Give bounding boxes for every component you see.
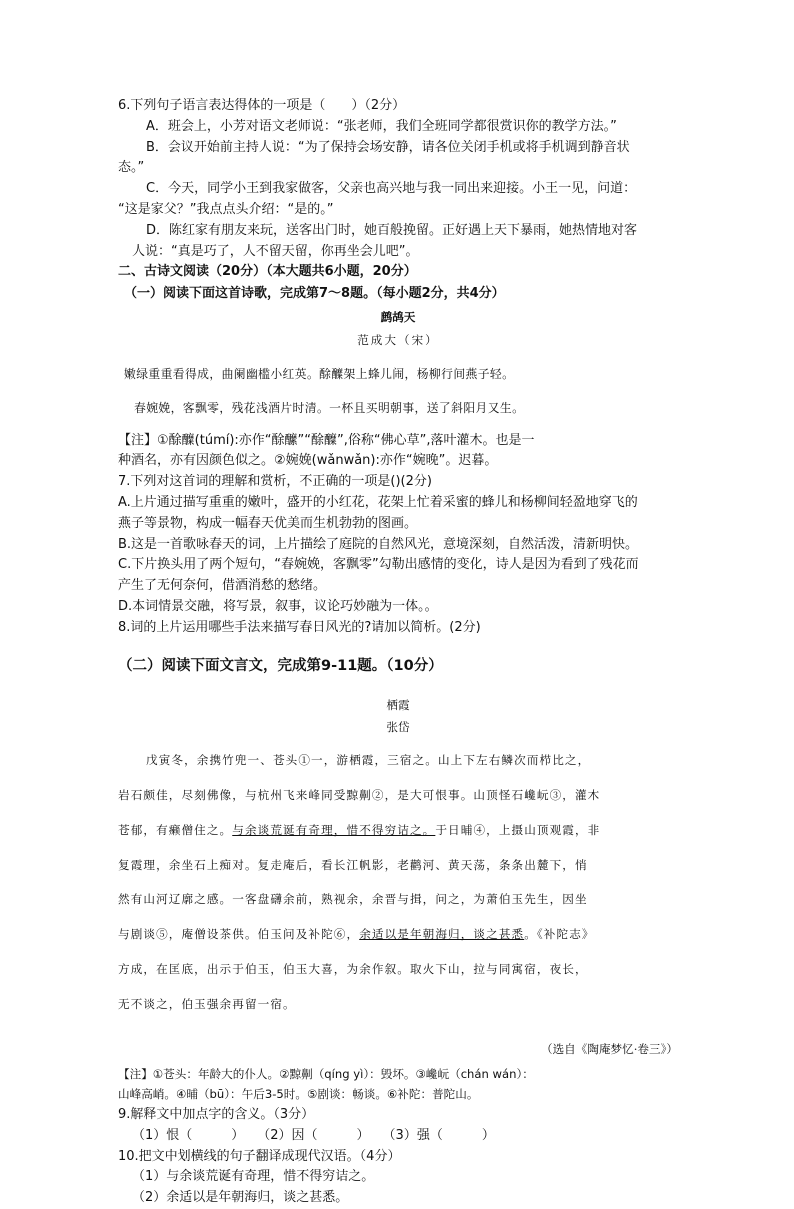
q6-option-d-line2: 人说：“真是巧了，人不留天留，你再坐会儿吧”。 — [132, 243, 419, 259]
prose-line — [118, 923, 678, 946]
q6-option-a: A．班会上，小芳对语文老师说：“张老师，我们全班同学都很赏识你的教学方法。” — [146, 118, 617, 134]
q8-stem: 8.词的上片运用哪些手法来描写春日风光的?请加以简析。(2分) — [118, 619, 481, 635]
prose-line: 复霞理，余坐石上痴对。复走庵后，看长江帆影，老鹳河、黄天荡，条条出麓下，悄 — [118, 857, 588, 872]
q6-option-d-line1: D．陈红家有朋友来玩，送客出门时，她百般挽留。正好遇上天下暴雨，她热情地对客 — [146, 222, 638, 238]
prose-line: 方成，在匡底，出示于伯玉，伯玉大喜，为余作叙。取火下山，拉与同寓宿，夜长， — [118, 961, 588, 976]
q10-item-2: （2）余适以是年朝海归，谈之甚悉。 — [132, 1190, 349, 1206]
prose-note-line1: 【注】①苍头：年龄大的仆人。②黥劓（qíng yì）：毁坏。③巉岏（chán wán）： — [118, 1066, 534, 1081]
prose-source: （选自《陶庵梦忆·卷三》） — [540, 1041, 678, 1056]
prose-line: 岩石颇佳，尽刻佛像，与杭州飞来峰同受黥劓②，是大可恨事。山顶怪石巉岏③，灌木 — [118, 787, 601, 802]
prose-line — [118, 819, 678, 842]
poem-note-line1: 【注】①酴醾(túmí):亦作“酴醿”“酴醾”,俗称“佛心草”,落叶灌木。也是一 — [118, 432, 535, 448]
underlined-sentence-1: 与余谈荒诞有奇理，惜不得穷诘之。 — [232, 822, 436, 837]
prose-line-text: 于日晡④，上摄山顶观霞，非 — [435, 822, 601, 837]
q6-option-c-line1: C．今天，同学小王到我家做客，父亲也高兴地与我一同出来迎接。小王一见，问道： — [146, 181, 637, 197]
q7-stem: 7.下列对这首词的理解和赏析，不正确的一项是()(2分) — [118, 474, 432, 490]
poem-note-line2: 种酒名，亦有因颜色似之。②婉娩(wǎnwǎn):亦作“婉晚”。迟暮。 — [118, 453, 498, 469]
q10-stem: 10.把文中划横线的句子翻译成现代汉语。（4分） — [118, 1148, 401, 1164]
q7-option-c-line2: 产生了无何奈何，借酒消愁的愁绪。 — [118, 578, 327, 594]
prose-title: 栖霞 — [386, 697, 410, 712]
q6-option-b-line1: B．会议开始前主持人说：“为了保持会场安静，请各位关闭手机或将手机调到静音状 — [146, 139, 630, 155]
q6-option-b-line2: 态。” — [118, 160, 145, 176]
prose-line: 无不谈之，伯玉强余再留一宿。 — [118, 996, 296, 1011]
prose-author: 张岱 — [386, 719, 410, 734]
prose-line-text: 。《补陀志》 — [524, 927, 595, 942]
exam-page — [118, 96, 678, 1209]
underlined-sentence-2: 余适以是年朝海归，谈之甚悉 — [359, 927, 525, 942]
prose-line-text: 与剧谈⑤，庵僧设茶供。伯玉问及补陀⑥， — [118, 927, 360, 942]
q9-stem: 9.解释文中加点字的含义。（3分） — [118, 1107, 315, 1123]
q6-option-c-line2: “这是家父？”我点点头介绍：“是的。” — [118, 201, 334, 217]
prose-line: 然有山河辽廓之感。一客盘礴余前，熟视余，余晋与揖，问之，为萧伯玉先生，因坐 — [118, 892, 588, 907]
q7-option-a-line1: A.上片通过描写重重的嫩叶，盛开的小红花，花架上忙着采蜜的蜂儿和杨柳间轻盈地穿飞的 — [118, 494, 638, 510]
q7-option-c-line1: C.下片换头用了两个短句，“春婉娩，客飘零”勾勒出感情的变化，诗人是因为看到了残花而 — [118, 557, 639, 573]
q9-items: （1）恨（ ） （2）因（ ） （3）强（ ） — [132, 1127, 495, 1143]
q7-option-b: B.这是一首歌咏春天的词，上片描绘了庭院的自然风光，意境深刻，自然活泼，清新明快。 — [118, 536, 639, 552]
poem-author: 范成大（宋） — [357, 333, 439, 348]
section2-title: 二、古诗文阅读（20分）（本大题共6小题，20分） — [118, 264, 417, 280]
prose-body — [118, 749, 678, 1016]
poem-line-2: 春婉娩，客飘零，残花浅酒片时清。一杯且买明朝事，送了斜阳月又生。 — [134, 400, 525, 415]
part1-heading: （一）阅读下面这首诗歌，完成第7～8题。（每小题2分，共4分） — [124, 286, 505, 302]
poem-line-1: 嫩绿重重看得成，曲阑幽槛小红英。酴醾架上蜂儿闹，杨柳行间燕子轻。 — [124, 366, 515, 381]
prose-note-line2: 山峰高峭。④晡（bū）：午后3-5时。⑤剧谈：畅谈。⑥补陀：普陀山。 — [118, 1087, 479, 1102]
part2-heading: （二）阅读下面文言文，完成第9-11题。（10分） — [118, 658, 443, 675]
q7-option-a-line2: 燕子等景物，构成一幅春天优美而生机勃勃的图画。 — [118, 515, 418, 531]
q7-option-d: D.本词情景交融，将写景，叙事，议论巧妙融为一体。。 — [118, 598, 438, 614]
prose-line-text: 苍郁，有癞僧住之。 — [118, 822, 233, 837]
q6-stem: 6.下列句子语言表达得体的一项是（ ）（2分） — [118, 98, 406, 113]
poem-title: 鹧鸪天 — [380, 310, 416, 325]
q10-item-1: （1）与余谈荒诞有奇理，惜不得穷诘之。 — [132, 1169, 375, 1185]
prose-line: 戊寅冬，余携竹兜一、苍头①一，游栖霞，三宿之。山上下左右鳞次而栉比之， — [146, 753, 591, 768]
